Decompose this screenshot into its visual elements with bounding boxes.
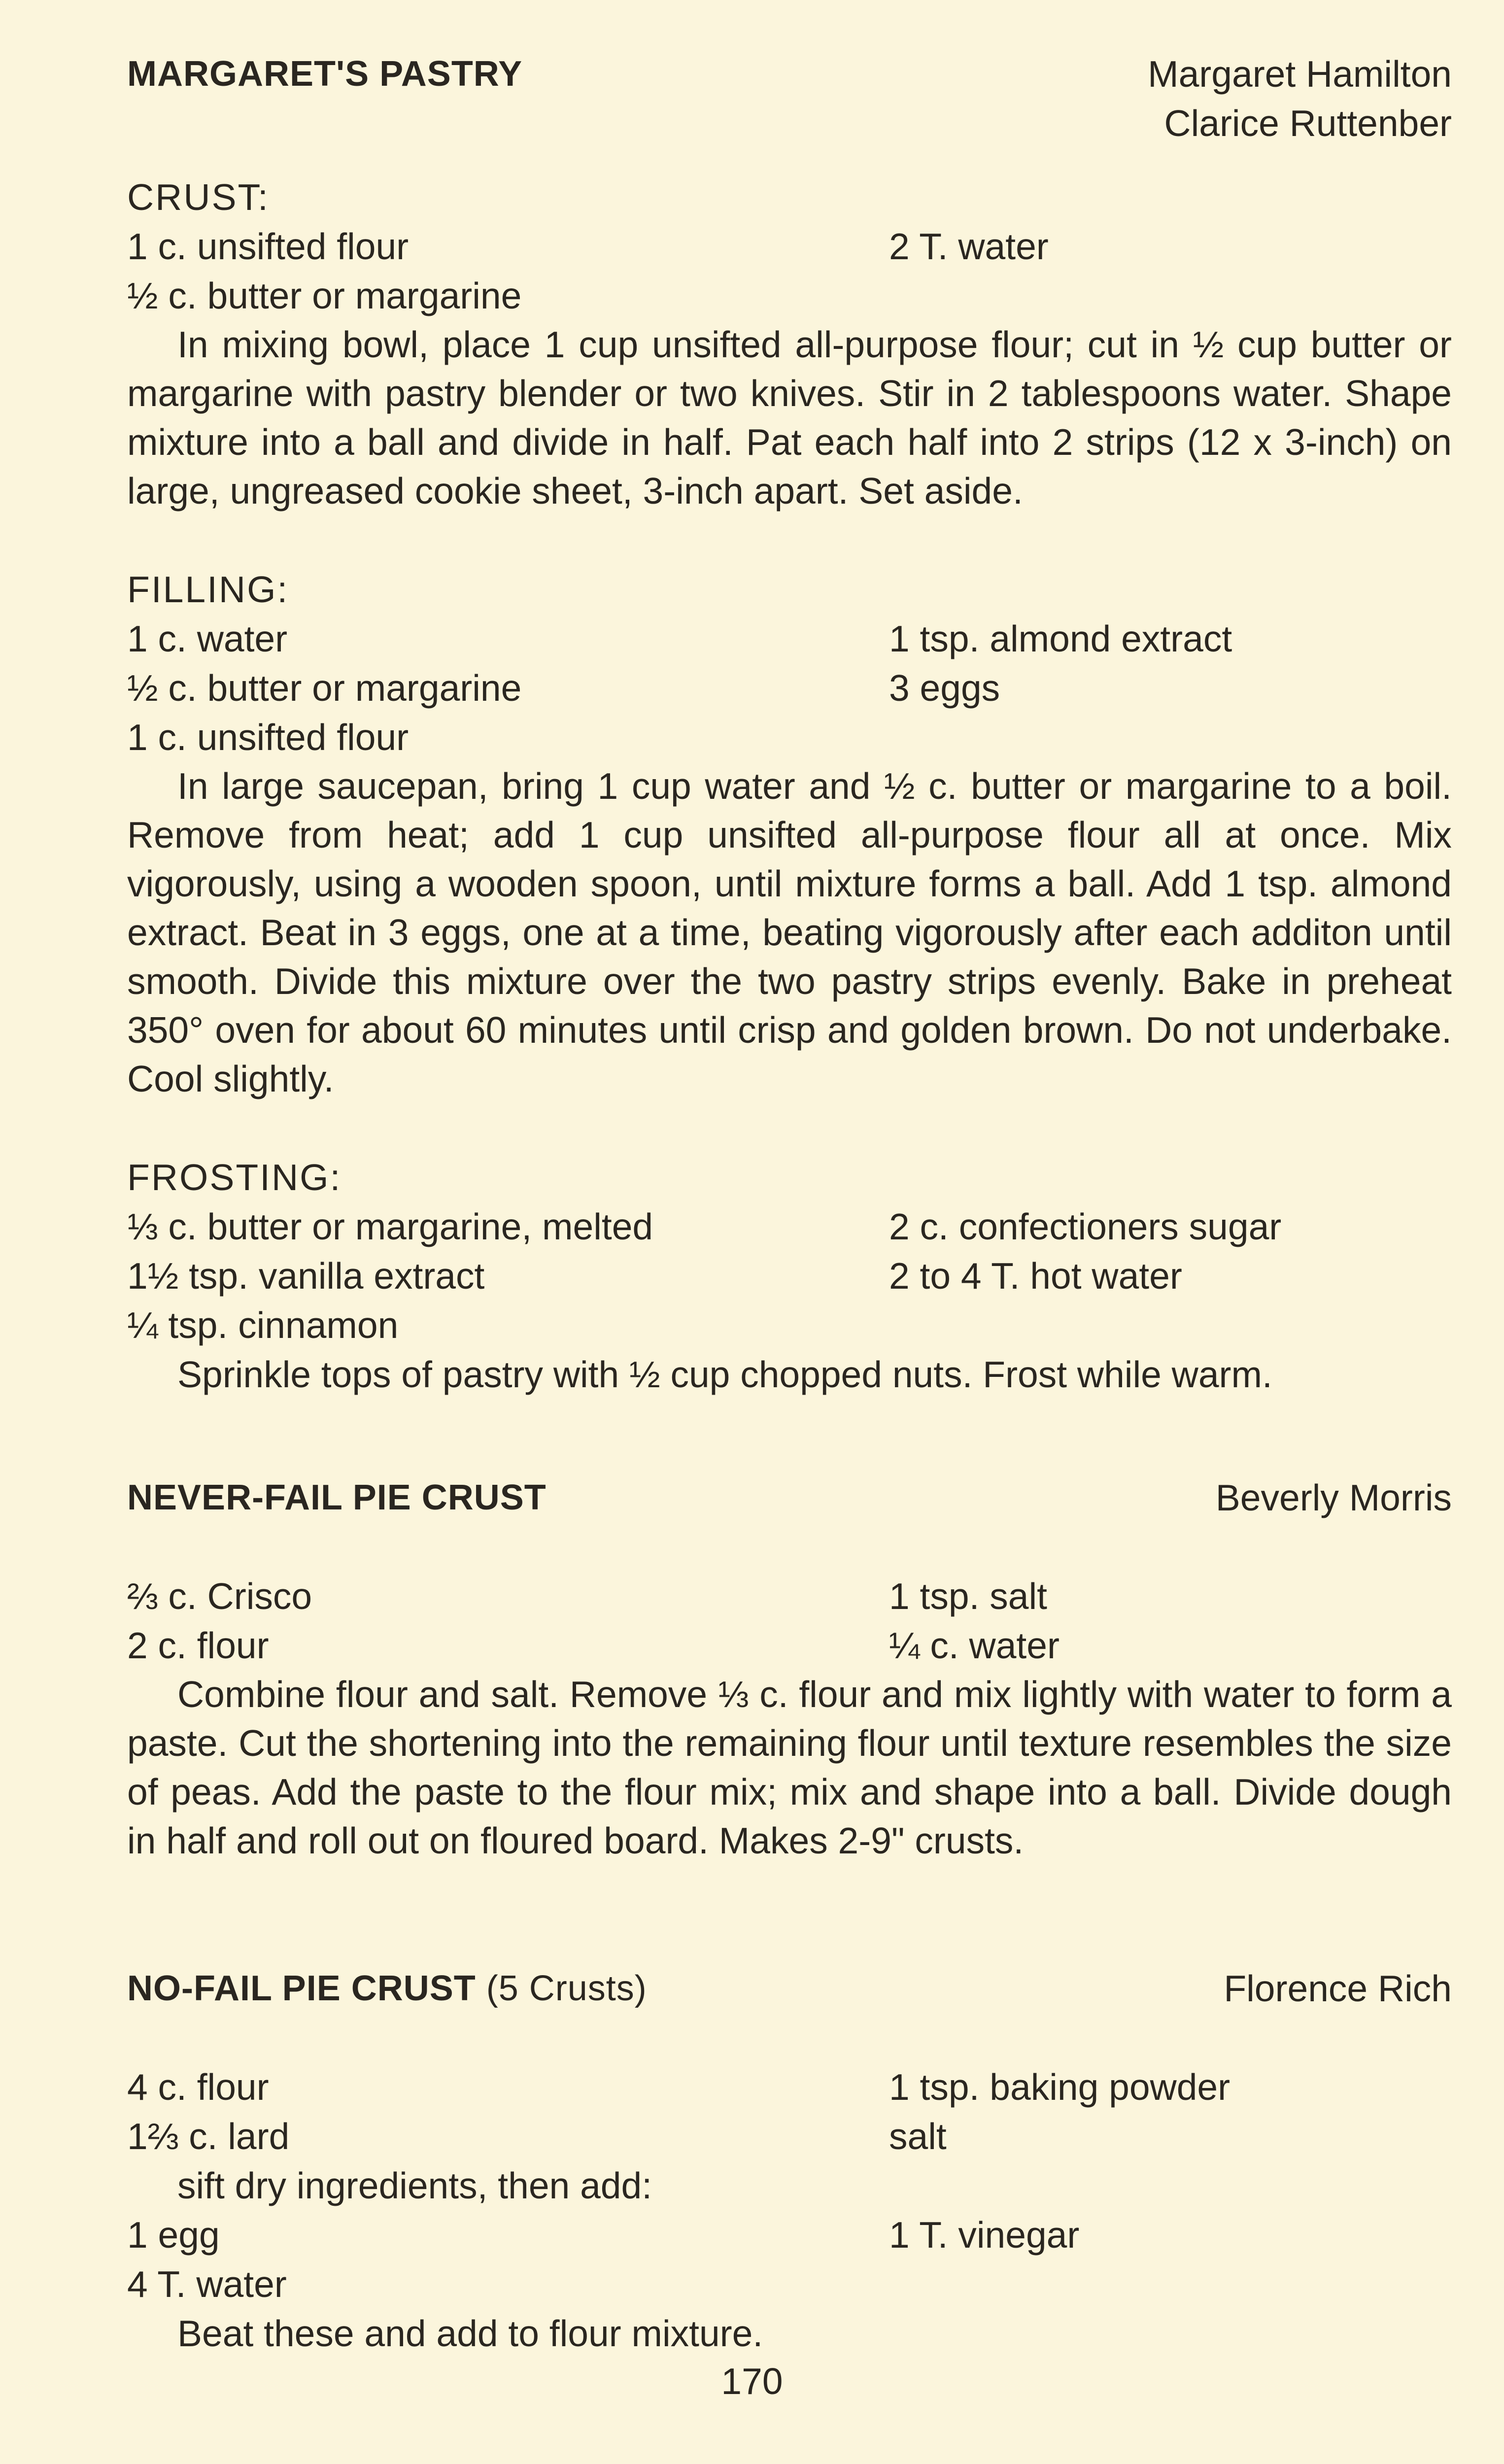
ingredient: 2 to 4 T. hot water [889,1255,1182,1297]
ingredient-row [127,2062,1452,2112]
instruction-step: sift dry ingredients, then add: [177,2165,652,2206]
ingredient: 3 eggs [889,667,1000,709]
author-name: Florence Rich [1224,1968,1452,2009]
ingredient: ½ c. butter or margarine [127,667,522,709]
author-name: Clarice Ruttenber [1164,103,1452,144]
recipe-margarets-pastry [127,49,1452,1399]
ingredient-row [127,1202,1452,1251]
ingredient: 1 c. unsifted flour [127,717,409,758]
ingredient: 1 tsp. salt [889,1575,1047,1617]
ingredient: 1⅔ c. lard [127,2116,290,2157]
author-name: Beverly Morris [1215,1477,1452,1518]
section-label-crust: CRUST: [127,176,270,218]
recipe-header [127,49,1452,148]
ingredient: 4 c. flour [127,2066,269,2108]
ingredient-row [127,663,1452,713]
instructions: Sprinkle tops of pastry with ½ cup chopped nuts. Frost while warm. [177,1354,1272,1395]
recipe-title-note: (5 Crusts) [486,1969,647,2008]
ingredient-row [127,2259,1452,2309]
recipe-authors [1224,1964,1452,2013]
instructions: In mixing bowl, place 1 cup unsifted all-purpose flour; cut in ½ cup butter or margarine with pastry blender or two knives. Stir in 2 tablespoons water. Shape mixture into a ball and divide in half. Pat each half into 2 strips (12 x 3-inch) on large, ungreased cookie sheet, 3-inch apart. Set aside. [127,324,1452,512]
ingredient-row [127,1572,1452,1621]
author-name: Margaret Hamilton [1148,53,1452,95]
ingredient-row [127,713,1452,762]
ingredient-row [127,1621,1452,1670]
ingredient-row [127,614,1452,663]
ingredient: 1 egg [127,2214,220,2256]
recipe-authors [1148,49,1452,148]
ingredient-row [127,1251,1452,1300]
instruction-step: Beat these and add to flour mixture. [177,2313,763,2354]
instructions: Combine flour and salt. Remove ⅓ c. flour and mix lightly with water to form a paste. Cut the shortening into the remaining flour until texture resembles the size of peas. Add the paste to the flour mix; mix and shape into a ball. Divide dough in half and roll out on floured board. Makes 2-9" crusts. [127,1674,1452,1861]
page-number: 170 [721,2361,783,2402]
recipe-never-fail-pie-crust [127,1473,1452,1865]
ingredient: ¼ tsp. cinnamon [127,1304,399,1346]
ingredient: 1 c. unsifted flour [127,226,409,267]
ingredient-row [127,271,1452,320]
recipe-title-text: NO-FAIL PIE CRUST [127,1969,476,2008]
recipe-header [127,1473,1452,1522]
section-label-frosting: FROSTING: [127,1157,342,1198]
ingredient: ¼ c. water [889,1625,1060,1666]
ingredient: ⅓ c. butter or margarine, melted [127,1206,653,1247]
ingredient: ⅔ c. Crisco [127,1575,312,1617]
ingredient-row [127,2210,1452,2259]
recipe-title: NEVER-FAIL PIE CRUST [127,1478,547,1517]
ingredient: 1½ tsp. vanilla extract [127,1255,485,1297]
section-label-filling: FILLING: [127,569,289,610]
ingredient-row [127,1300,1452,1350]
ingredient: salt [889,2116,947,2157]
ingredient: 1 c. water [127,618,288,659]
recipe-no-fail-pie-crust [127,1964,1452,2358]
recipe-title: MARGARET'S PASTRY [127,54,523,94]
ingredient: 1 tsp. almond extract [889,618,1232,659]
ingredient: 1 T. vinegar [889,2214,1080,2256]
ingredient: 2 T. water [889,226,1049,267]
ingredient: 2 c. flour [127,1625,269,1666]
recipe-title [127,1964,647,2013]
ingredient-row [127,2112,1452,2161]
recipe-header [127,1964,1452,2013]
ingredient-row [127,222,1452,271]
ingredient: 1 tsp. baking powder [889,2066,1231,2108]
ingredient: ½ c. butter or margarine [127,275,522,316]
instructions: In large saucepan, bring 1 cup water and ½ c. butter or margarine to a boil. Remove from heat; add 1 cup unsifted all-purpose flour all at once. Mix vigorously, using a wooden spoon, until mixture forms a ball. Add 1 tsp. almond extract. Beat in 3 eggs, one at a time, beating vigorously after each additon until smooth. Divide this mixture over the two pastry strips evenly. Bake in preheat 350° oven for about 60 minutes until crisp and golden brown. Do not underbake. Cool slightly. [127,765,1452,1099]
ingredient: 2 c. confectioners sugar [889,1206,1282,1247]
ingredient: 4 T. water [127,2263,287,2305]
recipe-authors [1216,1473,1452,1522]
